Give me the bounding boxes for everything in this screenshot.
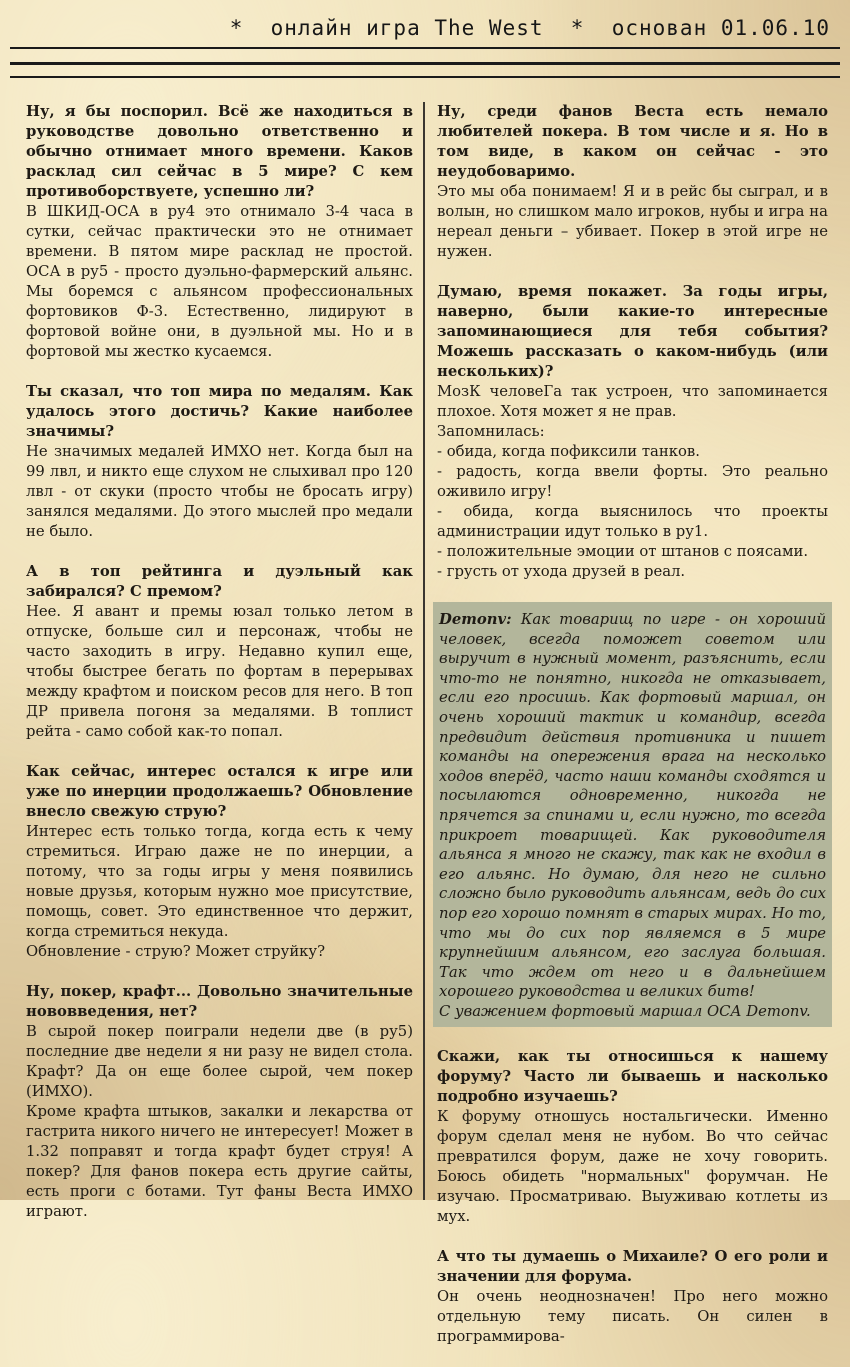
quote-author: Demonv: <box>439 611 512 628</box>
header-rule-top <box>10 47 840 49</box>
interview-question: А что ты думаешь о Михаиле? О его роли и значении для форума. <box>437 1248 828 1286</box>
interview-answer: В ШКИД-ОСА в ру4 это отнимало 3-4 часа в сутки, сейчас практически это не отнимает времени. В пятом мире расклад не простой. ОСА в ру5 - просто дуэльно-фармерский альянс. Мы боремся с альянсом профессиональных фортовиков Ф-3. Естественно, лидируют в фортовой войне они, в дуэльной мы. Но и в фортовой мы жестко кусаемся. <box>26 203 413 360</box>
quote-signature: С уважением фортовый маршал ОСА Demonv. <box>439 1002 811 1020</box>
interview-answer: - обида, когда пофиксили танков. <box>437 443 700 460</box>
interview-block <box>26 762 413 962</box>
left-column <box>26 102 413 1242</box>
interview-answer: - грусть от ухода друзей в реал. <box>437 563 686 580</box>
interview-question: Думаю, время покажет. За годы игры, наверно, были какие-то интересные запоминающиеся для тебя события? Можешь рассказать о каком-нибудь (или нескольких)? <box>437 283 828 380</box>
interview-answer: Не значимых медалей ИМХО нет. Когда был на 99 лвл, и никто еще слухом не слыхивал про 120 лвл - от скуки (просто чтобы не бросать игру) занялся медалями. До этого мыслей про медали не было. <box>26 443 413 540</box>
interview-answer: Интерес есть только тогда, когда есть к чему стремиться. Играю даже не по инерции, а потому, что за годы игры у меня появились новые друзья, которым нужно мое присутствие, помощь, совет. Это единственное что держит, когда стремиться некуда. <box>26 823 413 940</box>
interview-question: А в топ рейтинга и дуэльный как забирался? С премом? <box>26 563 413 600</box>
column-divider <box>423 102 425 1200</box>
interview-answer: Нее. Я авант и премы юзал только летом в отпуске, больше сил и персонаж, чтобы не часто заходить в игру. Недавно купил еще, чтобы быстрее бегать по фортам в перерывах между крафтом и поиском ресов для него. В топ ДР привела погоня за медалями. В топлист рейта - само собой как-то попал. <box>26 603 413 740</box>
interview-block <box>437 282 828 582</box>
interview-answer: - обида, когда выяснилось что проекты администрации идут только в ру1. <box>437 503 828 540</box>
right-blocks-after-quote <box>437 1047 828 1347</box>
header-rule-bottom <box>10 76 840 78</box>
interview-answer: - радость, когда ввели форты. Это реально оживило игру! <box>437 463 828 500</box>
interview-block <box>26 382 413 542</box>
interview-answer: К форуму отношусь ностальгически. Именно форум сделал меня не нубом. Во что сейчас превратился форум, даже не хочу говорить. Боюсь обидеть "нормальных" форумчан. Не изучаю. Просматриваю. Выуживаю котлеты из мух. <box>437 1108 828 1226</box>
masthead: * онлайн игра The West * основан 01.06.10 <box>229 16 830 40</box>
interview-answer: Это мы оба понимаем! Я и в рейс бы сыграл, и в волын, но слишком мало игроков, нубы и игра на нереал деньги – убивает. Покер в этой игре не нужен. <box>437 183 828 260</box>
right-blocks-before-quote <box>437 102 828 582</box>
interview-question: Ну, покер, крафт... Довольно значительные нововведения, нет? <box>26 983 413 1020</box>
header-rule-middle <box>10 62 840 65</box>
interview-block <box>437 1047 828 1227</box>
interview-answer: Обновление - струю? Может струйку? <box>26 943 326 960</box>
interview-question: Скажи, как ты относишься к нашему форуму? Часто ли бываешь и насколько подробно изучаешь? <box>437 1048 828 1106</box>
interview-block <box>437 102 828 262</box>
interview-question: Ну, среди фанов Веста есть немало любителей покера. В том числе и я. Но в том виде, в каком он сейчас - это неудобоваримо. <box>437 103 828 180</box>
interview-block <box>26 982 413 1222</box>
interview-answer: В сырой покер поиграли недели две (в ру5) последние две недели я ни разу не видел стола. Крафт? Да он еще более сырой, чем покер (ИМХО). <box>26 1023 413 1100</box>
interview-block <box>437 1247 828 1347</box>
interview-answer: - положительные эмоции от штанов с поясами. <box>437 543 809 560</box>
interview-answer: Запомнилась: <box>437 423 545 440</box>
reader-quote-box <box>433 602 832 1027</box>
page-header <box>0 0 850 90</box>
interview-answer: Он очень неоднозначен! Про него можно отдельную тему писать. Он силен в программирова- <box>437 1288 828 1346</box>
interview-answer: Кроме крафта штыков, закалки и лекарства от гастрита никого ничего не интересует! Может в 1.32 поправят и тогда крафт будет струя! А покер? Для фанов покера есть другие сайты, есть проги с ботами. Тут фаны Веста ИМХО играют. <box>26 1103 413 1220</box>
interview-question: Как сейчас, интерес остался к игре или уже по инерции продолжаешь? Обновление внесло свежую струю? <box>26 763 413 820</box>
quote-text: Как товарищ по игре - он хороший человек, всегда поможет советом или выручит в нужный момент, разъяснить, если что-то не понятно, никогда не отказывает, если его просишь. Как фортовый маршал, он очень хороший тактик и командир, всегда предвидит действия противника и пишет команды на опережения врага на несколько ходов вперёд, часто наши команды сходятся и посылаются одновременно, никогда не прячется за спинами и, если нужно, то всегда прикроет товарищей. Как руководителя альянса я много не скажу, так как не входил в его альянс. Но думаю, для него не сильно сложно было руководить альянсам, ведь до сих пор его хорошо помнят в старых мирах. Но то, что мы до сих пор являемся в 5 мире крупнейшим альянсом, его заслуга большая. Так что ждем от него и в дальнейшем хорошего руководства и великих битв! <box>439 611 826 1001</box>
interview-answer: МозК человеГа так устроен, что запоминается плохое. Хотя может я не прав. <box>437 383 828 420</box>
interview-question: Ты сказал, что топ мира по медалям. Как удалось этого достичь? Какие наиболее значимы? <box>26 383 413 440</box>
right-column <box>437 102 828 1367</box>
interview-block <box>26 562 413 742</box>
interview-block <box>26 102 413 362</box>
interview-question: Ну, я бы поспорил. Всё же находиться в руководстве довольно ответственно и обычно отнимает много времени. Каков расклад сил сейчас в 5 мире? С кем противоборствуете, успешно ли? <box>26 103 413 200</box>
